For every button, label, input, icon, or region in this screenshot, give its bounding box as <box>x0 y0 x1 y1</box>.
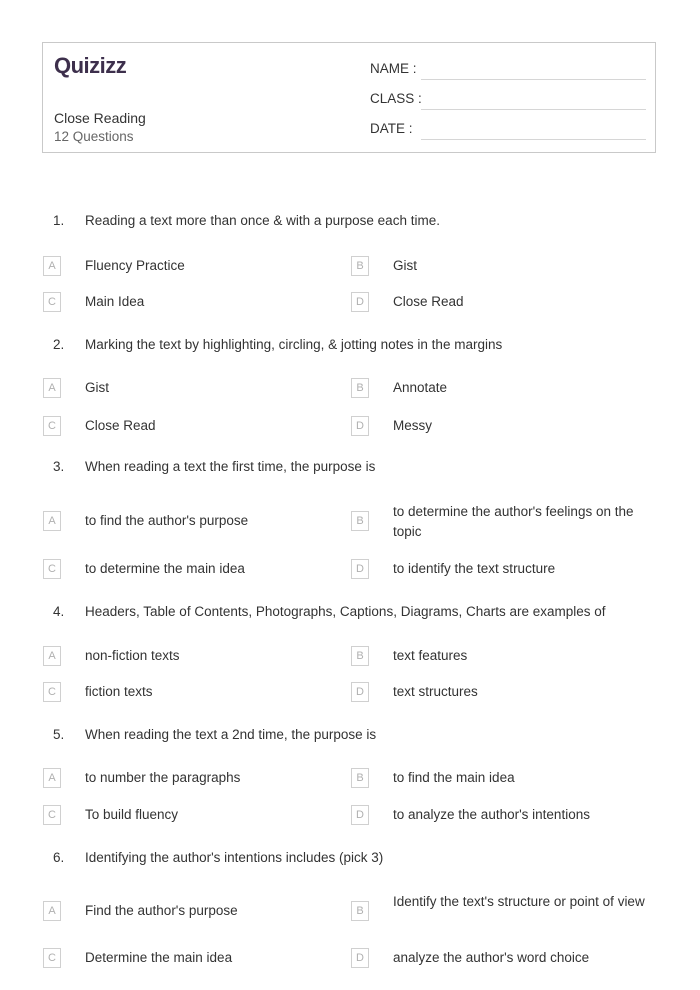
question-number: 4. <box>53 604 65 619</box>
option-text: non-fiction texts <box>85 648 180 663</box>
option-text: Gist <box>85 380 110 395</box>
question-count: 12 Questions <box>54 129 134 144</box>
option-letter-box: B <box>351 768 369 788</box>
option-text: Main Idea <box>85 294 145 309</box>
option-letter-box: A <box>43 646 61 666</box>
option-letter-box: D <box>351 292 369 312</box>
question-text: Identifying the author's intentions includes (pick 3) <box>85 850 384 865</box>
option-text: to number the paragraphs <box>85 770 241 785</box>
quiz-title: Close Reading <box>54 110 146 126</box>
option-letter-box: A <box>43 256 61 276</box>
option-letter-box: D <box>351 416 369 436</box>
option-text: Annotate <box>393 380 448 395</box>
option-text: To build fluency <box>85 807 179 822</box>
option-text: text features <box>393 648 468 663</box>
question-number: 2. <box>53 337 65 352</box>
question-number: 3. <box>53 459 65 474</box>
option-letter-box: A <box>43 378 61 398</box>
worksheet-header <box>42 42 656 153</box>
option-letter-box: B <box>351 378 369 398</box>
option-text: to determine the author's feelings on the topic <box>393 504 634 539</box>
option-text: Identify the text's structure or point of view <box>393 894 645 909</box>
option-text: Close Read <box>393 294 464 309</box>
question-number: 1. <box>53 213 65 228</box>
date-label: DATE : <box>370 121 413 136</box>
option-text: Gist <box>393 258 418 273</box>
question-text: Reading a text more than once & with a purpose each time. <box>85 213 440 228</box>
option-text: to analyze the author's intentions <box>393 807 590 822</box>
option-letter-box: D <box>351 948 369 968</box>
option-letter-box: B <box>351 646 369 666</box>
option-text: text structures <box>393 684 478 699</box>
question-number: 6. <box>53 850 65 865</box>
option-text: to find the author's purpose <box>85 513 249 528</box>
question-text: When reading the text a 2nd time, the purpose is <box>85 727 377 742</box>
option-letter-box: B <box>351 901 369 921</box>
class-field-line <box>421 109 646 110</box>
question-number: 5. <box>53 727 65 742</box>
option-text: Fluency Practice <box>85 258 185 273</box>
option-text: to identify the text structure <box>393 561 556 576</box>
option-text: Close Read <box>85 418 156 433</box>
option-text: Messy <box>393 418 433 433</box>
option-letter-box: D <box>351 805 369 825</box>
option-letter-box: A <box>43 901 61 921</box>
option-text: fiction texts <box>85 684 153 699</box>
question-text: Headers, Table of Contents, Photographs, Captions, Diagrams, Charts are examples of <box>85 604 606 619</box>
option-letter-box: C <box>43 682 61 702</box>
question-text: Marking the text by highlighting, circling, & jotting notes in the margins <box>85 337 503 352</box>
class-label: CLASS : <box>370 91 422 106</box>
option-letter-box: C <box>43 292 61 312</box>
option-text: Determine the main idea <box>85 950 233 965</box>
option-letter-box: B <box>351 256 369 276</box>
option-letter-box: A <box>43 768 61 788</box>
option-text: analyze the author's word choice <box>393 950 590 965</box>
option-letter-box: C <box>43 416 61 436</box>
option-letter-box: C <box>43 948 61 968</box>
question-text: When reading a text the first time, the purpose is <box>85 459 376 474</box>
option-letter-box: D <box>351 682 369 702</box>
option-text: Find the author's purpose <box>85 903 238 918</box>
name-label: NAME : <box>370 61 417 76</box>
date-field-line <box>421 139 646 140</box>
quizizz-logo: Quizizz <box>54 53 127 78</box>
option-letter-box: C <box>43 805 61 825</box>
option-letter-box: B <box>351 511 369 531</box>
option-letter-box: C <box>43 559 61 579</box>
option-letter-box: A <box>43 511 61 531</box>
option-text: to find the main idea <box>393 770 515 785</box>
option-letter-box: D <box>351 559 369 579</box>
option-text: to determine the main idea <box>85 561 245 576</box>
name-field-line <box>421 79 646 80</box>
